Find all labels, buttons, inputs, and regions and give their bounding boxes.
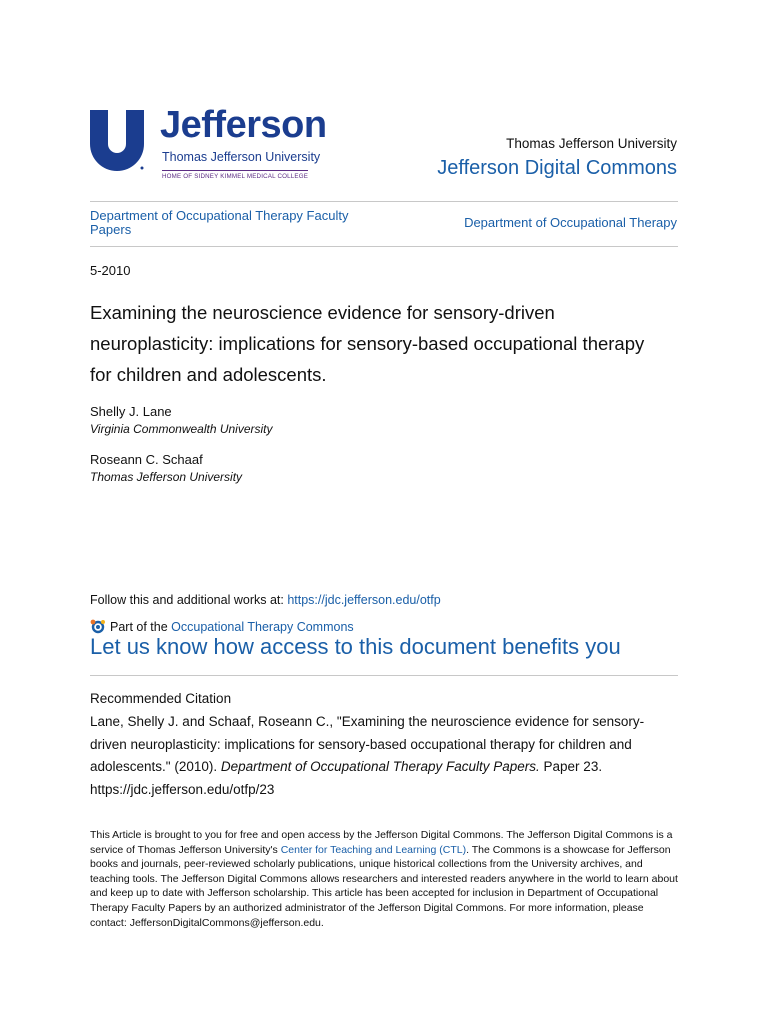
logo-university-name: Thomas Jefferson University (162, 150, 321, 164)
author-name: Shelly J. Lane (90, 404, 172, 419)
network-commons-icon (90, 619, 106, 635)
divider (90, 201, 678, 202)
author-affiliation: Thomas Jefferson University (90, 470, 243, 484)
repository-link[interactable]: Jefferson Digital Commons (437, 157, 677, 179)
author-block (90, 404, 273, 436)
publication-date: 5-2010 (90, 263, 131, 278)
jefferson-shield-icon (90, 110, 144, 174)
logo-college-name: HOME OF SIDNEY KIMMEL MEDICAL COLLEGE (162, 170, 308, 180)
author-affiliation: Virginia Commonwealth University (90, 422, 273, 436)
citation-heading: Recommended Citation (90, 691, 232, 706)
author-block (90, 452, 242, 484)
follow-text: Follow this and additional works at: (90, 593, 288, 607)
follow-url-link[interactable]: https://jdc.jefferson.edu/otfp (287, 593, 441, 607)
logo-wordmark: Jefferson (160, 104, 327, 146)
institution-name: Thomas Jefferson University (506, 136, 677, 151)
divider (90, 246, 678, 247)
department-link[interactable]: Department of Occupational Therapy (464, 215, 677, 230)
commons-link[interactable]: Occupational Therapy Commons (171, 620, 354, 634)
footer-notice (90, 828, 678, 930)
footer-text: This Article is brought to you for free and open access by the Jefferson Digital Commons. The Jefferson Digital Commons is a service of Thomas Jefferson University's (90, 829, 673, 856)
citation-body: Lane, Shelly J. and Schaaf, Roseann C., "Examining the neuroscience evidence for sensory-driven neuroplasticity: implications for sensory-based occupational therapy for children and adolescents." (2010). (90, 714, 645, 774)
part-of-line (90, 619, 354, 635)
benefit-feedback-link[interactable]: Let us know how access to this document benefits you (90, 634, 621, 659)
part-of-text: Part of the (110, 620, 172, 634)
series-link[interactable]: Department of Occupational Therapy Faculty Papers (90, 208, 349, 237)
jefferson-logo[interactable] (90, 104, 335, 184)
divider (90, 675, 678, 676)
citation-url: https://jdc.jefferson.edu/otfp/23 (90, 781, 275, 797)
citation-series: Department of Occupational Therapy Faculty Papers. (220, 759, 540, 774)
footer-text-end: . The Commons is a showcase for Jefferson books and journals, peer-reviewed scholarly publications, unique historical collections from the University archives, and teaching tools. The Jefferson Digital Commons allows researchers and interested readers anywhere in the world to learn about and keep up to date with Jefferson scholarship. This article has been accepted for inclusion in Department of Occupational Therapy Faculty Papers by an authorized administrator of the Jefferson Digital Commons. For more information, please contact: JeffersonDigitalCommons@jefferson.edu. (90, 843, 678, 929)
citation-paper: Paper 23. (539, 759, 603, 774)
author-name: Roseann C. Schaaf (90, 452, 203, 467)
ctl-link[interactable]: Center for Teaching and Learning (CTL) (280, 843, 467, 856)
citation-text (90, 711, 680, 801)
article-title: Examining the neuroscience evidence for sensory-driven neuroplasticity: implications for sensory-based occupational therapy for children and adolescents. (90, 302, 645, 385)
follow-line (90, 593, 441, 607)
